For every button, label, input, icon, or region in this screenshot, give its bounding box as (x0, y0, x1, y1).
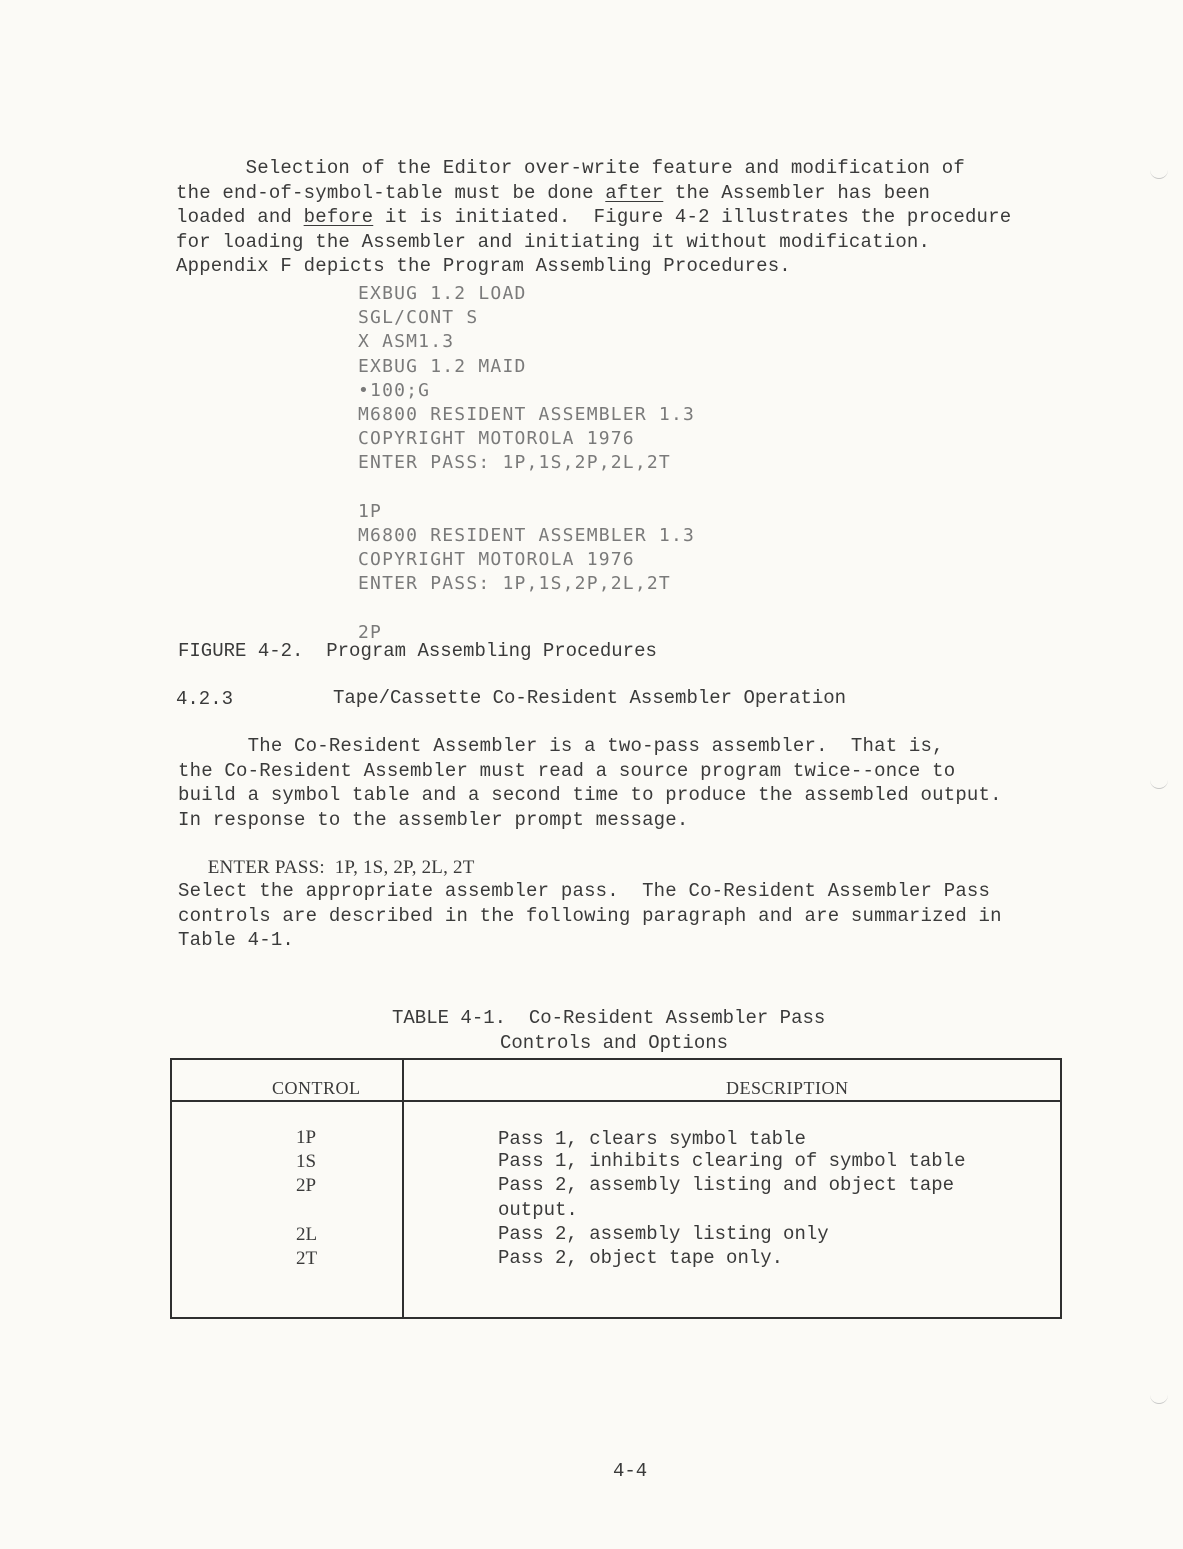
assembler-line-2: the Co-Resident Assembler must read a source program twice--once to (178, 759, 956, 782)
scan-edge-mark (1150, 160, 1168, 179)
page-number: 4-4 (613, 1460, 648, 1482)
intro-line-2b: the Assembler has been (663, 181, 931, 204)
table-row-control-2l: 2L (296, 1224, 318, 1245)
terminal-line: COPYRIGHT MOTOROLA 1976 (358, 428, 635, 450)
underlined-after: after (605, 181, 664, 204)
terminal-line: 1P (358, 500, 383, 522)
assembler-line-1: The Co-Resident Assembler is a two-pass assembler. That is, (178, 735, 944, 757)
table-header-divider (172, 1100, 1060, 1102)
table-caption (392, 1006, 862, 1056)
table-row-description-2p: Pass 2, assembly listing and object tape (498, 1174, 955, 1196)
intro-line-2a: the end-of-symbol-table must be done (176, 181, 606, 204)
pass-controls-table (170, 1058, 1062, 1319)
terminal-line: •100;G (358, 379, 431, 401)
intro-line-3b: it is initiated. Figure 4-2 illustrates the procedure (373, 206, 1012, 228)
table-row-control-1p: 1P (296, 1127, 317, 1148)
header-description: DESCRIPTION (726, 1078, 849, 1098)
table-row-control-1s: 1S (296, 1151, 317, 1172)
select-line-3: Table 4-1. (178, 929, 295, 951)
table-column-divider (402, 1060, 404, 1317)
terminal-line: COPYRIGHT MOTOROLA 1976 (358, 549, 635, 571)
intro-line-4: for loading the Assembler and initiating it without modification. (176, 230, 931, 253)
table-row-control-2t: 2T (296, 1248, 318, 1269)
table-row-description-2t: Pass 2, object tape only. (498, 1247, 784, 1269)
assembler-paragraph (178, 734, 1002, 832)
enter-pass-prompt: ENTER PASS: 1P, 1S, 2P, 2L, 2T (178, 857, 475, 878)
figure-caption (178, 640, 657, 662)
header-control: CONTROL (272, 1078, 361, 1098)
figure-title: Program Assembling Procedures (326, 640, 657, 662)
terminal-line: SGL/CONT S (358, 307, 479, 329)
intro-line-3a: loaded and (176, 206, 304, 228)
terminal-line: X ASM1.3 (358, 331, 455, 353)
terminal-listing (358, 282, 695, 645)
table-row-control-2p: 2P (296, 1175, 317, 1196)
terminal-line: EXBUG 1.2 MAID (358, 355, 527, 377)
table-row-description-1p: Pass 1, clears symbol table (498, 1128, 806, 1150)
terminal-line: ENTER PASS: 1P,1S,2P,2L,2T (358, 452, 671, 474)
select-line-2: controls are described in the following paragraph and are summarized in (178, 904, 1002, 927)
scan-edge-mark (1150, 770, 1168, 789)
underlined-before: before (303, 206, 374, 228)
table-caption-line-1: TABLE 4-1. Co-Resident Assembler Pass (392, 1007, 826, 1029)
scan-edge-mark (1150, 1385, 1168, 1404)
figure-label: FIGURE 4-2. (178, 640, 304, 662)
assembler-line-4: In response to the assembler prompt message. (178, 808, 689, 831)
intro-paragraph (176, 156, 1011, 279)
select-pass-paragraph (178, 879, 1002, 953)
terminal-line: ENTER PASS: 1P,1S,2P,2L,2T (358, 573, 671, 595)
terminal-line: M6800 RESIDENT ASSEMBLER 1.3 (358, 404, 696, 426)
assembler-line-3: build a symbol table and a second time to produce the assembled output. (178, 784, 1002, 806)
section-title: Tape/Cassette Co-Resident Assembler Operation (333, 687, 847, 709)
table-caption-line-2: Controls and Options (500, 1032, 729, 1054)
terminal-line: EXBUG 1.2 LOAD (358, 283, 527, 304)
intro-line-1: Selection of the Editor over-write feature and modification of (176, 157, 965, 179)
terminal-line: 2P (358, 621, 383, 643)
table-row-description-1s: Pass 1, inhibits clearing of symbol table (498, 1150, 966, 1172)
select-line-1: Select the appropriate assembler pass. The Co-Resident Assembler Pass (178, 880, 991, 902)
table-row-description-2p-cont: output. (498, 1199, 578, 1221)
intro-line-5: Appendix F depicts the Program Assembling Procedures. (176, 255, 791, 277)
terminal-line: M6800 RESIDENT ASSEMBLER 1.3 (358, 525, 696, 547)
section-number: 4.2.3 (176, 688, 234, 710)
table-row-description-2l: Pass 2, assembly listing only (498, 1223, 829, 1245)
